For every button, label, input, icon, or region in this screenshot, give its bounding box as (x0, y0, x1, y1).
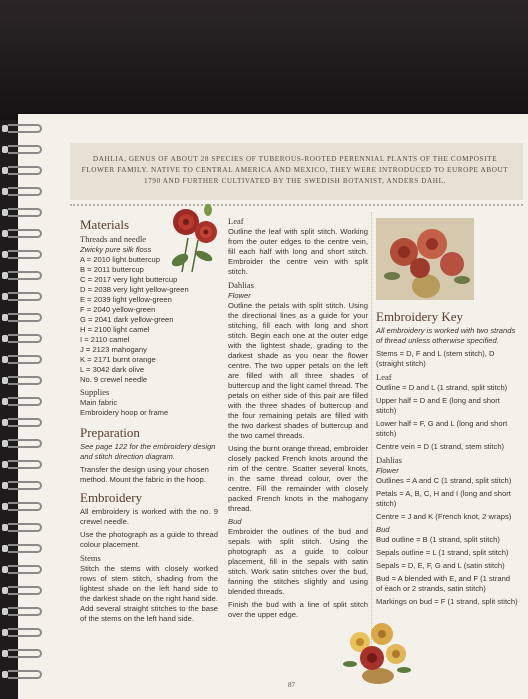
key-bud-item: Sepals outline = L (1 strand, split stitch) (376, 548, 509, 557)
key-flower-list (376, 476, 518, 522)
preparation-heading: Preparation (80, 425, 140, 440)
thread-item: No. 9 crewel needle (80, 375, 148, 384)
key-stems: Stems = D, F and L (stem stitch), D (straight stitch) (376, 349, 495, 368)
bud-text: Embroider the outlines of the bud and sepals with split stitch. Using the photograph as a guide to colour placement, fill in the sepals with satin stitch. Work satin stitches over the bud, fanning the stitches slightly and using blended threads. (228, 527, 368, 596)
key-flower-heading: Flower (376, 466, 399, 475)
binding-ring (8, 376, 42, 385)
flower-text: Using the burnt orange thread, embroider closely packed French knots around the rim of the centre. Scatter several knots, in the same thread colour, over the centre. Fill the remainder with closely packed French knots in the mahogany thread. (228, 444, 368, 513)
binding-hole (2, 671, 8, 678)
binding-ring (8, 670, 42, 679)
dotted-divider (70, 204, 523, 206)
binding-ring (8, 607, 42, 616)
binding-ring (8, 523, 42, 532)
binding-hole (2, 125, 8, 132)
bud-heading: Bud (228, 517, 242, 526)
embroidery-text: All embroidery is worked with the no. 9 crewel needle. (80, 507, 218, 526)
binding-ring (8, 481, 42, 490)
spiral-binding (0, 118, 44, 699)
thread-brand: Zwicky pure silk floss (80, 245, 152, 254)
binding-hole (2, 314, 8, 321)
intro-text: DAHLIA, GENUS OF ABOUT 28 SPECIES OF TUBEROUS-ROOTED PERENNIAL PLANTS OF THE COMPOSITE FLOWER FAMILY. NATIVE TO CENTRAL AMERICA AND MEXICO, THEY WERE INTRODUCED TO EUROPE ABOUT 1790 AND FURTHER CULTIVATED BY THE SWEDISH BOTANIST, ANDERS DAHL. (81, 155, 509, 185)
binding-hole (2, 146, 8, 153)
preparation-text: Transfer the design using your chosen method. Mount the fabric in the hoop. (80, 465, 209, 484)
binding-hole (2, 251, 8, 258)
instructions-column (228, 214, 368, 623)
binding-ring (8, 544, 42, 553)
dahlias-heading: Dahlias (228, 280, 254, 290)
thread-item: D = 2038 very light yellow-green (80, 285, 189, 294)
column-divider (371, 212, 372, 652)
key-leaf-list (376, 383, 518, 452)
materials-heading: Materials (80, 217, 130, 232)
thread-list (80, 255, 218, 385)
key-heading: Embroidery Key (376, 309, 464, 324)
key-bud-item: Bud = A blended with E, and F (1 strand of each or 2 strands, satin stitch) (376, 574, 511, 593)
thread-item: E = 2039 light yellow-green (80, 295, 172, 304)
binding-hole (2, 608, 8, 615)
binding-hole (2, 440, 8, 447)
embroidery-text: Use the photograph as a guide to thread colour placement. (80, 530, 218, 549)
binding-ring (8, 187, 42, 196)
binding-ring (8, 313, 42, 322)
dahlia-photo (376, 218, 474, 300)
leaf-text: Outline the leaf with split stitch. Working from the outer edges to the centre vein, fill each half with long and short stitch. Embroider the centre vein with split stitch. (228, 227, 368, 276)
embroidery-heading: Embroidery (80, 490, 143, 505)
thread-item: B = 2011 buttercup (80, 265, 144, 274)
key-flower-item: Centre = J and K (French knot, 2 wraps) (376, 512, 512, 521)
thread-item: A = 2010 light buttercup (80, 255, 161, 264)
binding-ring (8, 166, 42, 175)
binding-hole (2, 377, 8, 384)
key-bud-item: Sepals = D, E, F, G and L (satin stitch) (376, 561, 505, 570)
binding-ring (8, 628, 42, 637)
background-dark (0, 0, 528, 120)
binding-hole (2, 545, 8, 552)
binding-ring (8, 124, 42, 133)
key-leaf-item: Lower half = F, G and L (long and short stitch) (376, 419, 508, 438)
binding-ring (8, 649, 42, 658)
binding-hole (2, 356, 8, 363)
key-flower-item: Outlines = A and C (1 strand, split stitch) (376, 476, 512, 485)
page-number: 87 (288, 681, 295, 689)
bouquet-illustration (342, 620, 412, 686)
key-bud-list (376, 535, 518, 607)
thread-item: J = 2123 mahogany (80, 345, 147, 354)
binding-hole (2, 566, 8, 573)
embroidery-key-column (376, 306, 518, 610)
binding-ring (8, 334, 42, 343)
stems-text: Stitch the stems with closely worked rows of stem stitch, shading from the lightest shade on the left hand side to the darkest shade on the right hand side. Add several straight stitches to the base of the stems on the left hand side. (80, 564, 218, 623)
binding-hole (2, 587, 8, 594)
binding-hole (2, 209, 8, 216)
binding-ring (8, 229, 42, 238)
stems-heading: Stems (80, 553, 101, 563)
binding-ring (8, 460, 42, 469)
thread-item: F = 2040 yellow-green (80, 305, 156, 314)
key-bud-item: Bud outline = B (1 strand, split stitch) (376, 535, 500, 544)
supplies-heading: Supplies (80, 387, 110, 397)
key-leaf-item: Centre vein = D (1 strand, stem stitch) (376, 442, 505, 451)
key-flower-item: Petals = A, B, C, H and I (long and short stitch) (376, 489, 511, 508)
materials-column (80, 214, 218, 627)
bud-text: Finish the bud with a line of split stitch over the upper edge. (228, 600, 368, 619)
binding-hole (2, 482, 8, 489)
binding-ring (8, 250, 42, 259)
binding-hole (2, 461, 8, 468)
leaf-heading: Leaf (228, 216, 244, 226)
threads-heading: Threads and needle (80, 234, 147, 244)
binding-hole (2, 272, 8, 279)
thread-item: H = 2100 light camel (80, 325, 150, 334)
binding-ring (8, 397, 42, 406)
key-leaf-item: Outline = D and L (1 strand, split stitch) (376, 383, 508, 392)
key-intro: All embroidery is worked with two strands of thread unless otherwise specified. (376, 326, 516, 345)
binding-ring (8, 418, 42, 427)
binding-hole (2, 230, 8, 237)
supply-item: Main fabric (80, 398, 118, 407)
binding-hole (2, 398, 8, 405)
binding-hole (2, 629, 8, 636)
binding-ring (8, 208, 42, 217)
binding-hole (2, 167, 8, 174)
thread-item: I = 2110 camel (80, 335, 130, 344)
binding-ring (8, 292, 42, 301)
flower-heading: Flower (228, 291, 251, 300)
binding-ring (8, 502, 42, 511)
preparation-note: See page 122 for the embroidery design and stitch direction diagram. (80, 442, 216, 461)
flower-text: Outline the petals with split stitch. Using the directional lines as a guide for your stitching, fill each with long and short stitch. Begin each one at the outer edge with the lightest shade, grading to the darkest shade as you near the flower centre. The two upper petals on the left are filled with all three shades of buttercup and the light camel thread. The petals on either side of this pair are filled with the three shades of buttercup and the four remaining petals are filled with the two darkest shades of buttercup and the two camel threads. (228, 301, 368, 440)
key-bud-item: Markings on bud = F (1 strand, split stitch) (376, 597, 518, 606)
binding-hole (2, 503, 8, 510)
binding-hole (2, 293, 8, 300)
binding-hole (2, 650, 8, 657)
binding-ring (8, 439, 42, 448)
binding-ring (8, 271, 42, 280)
thread-item: G = 2041 dark yellow-green (80, 315, 174, 324)
binding-ring (8, 586, 42, 595)
binding-ring (8, 145, 42, 154)
key-bud-heading: Bud (376, 525, 390, 534)
key-leaf-heading: Leaf (376, 372, 392, 382)
supply-item: Embroidery hoop or frame (80, 408, 169, 417)
key-leaf-item: Upper half = D and E (long and short stitch) (376, 396, 500, 415)
binding-hole (2, 419, 8, 426)
thread-item: K = 2171 burnt orange (80, 355, 156, 364)
thread-item: C = 2017 very light buttercup (80, 275, 178, 284)
binding-hole (2, 524, 8, 531)
binding-hole (2, 335, 8, 342)
binding-ring (8, 355, 42, 364)
thread-item: L = 3042 dark olive (80, 365, 145, 374)
key-dahlias-heading: Dahlias (376, 455, 402, 465)
binding-hole (2, 188, 8, 195)
binding-ring (8, 565, 42, 574)
